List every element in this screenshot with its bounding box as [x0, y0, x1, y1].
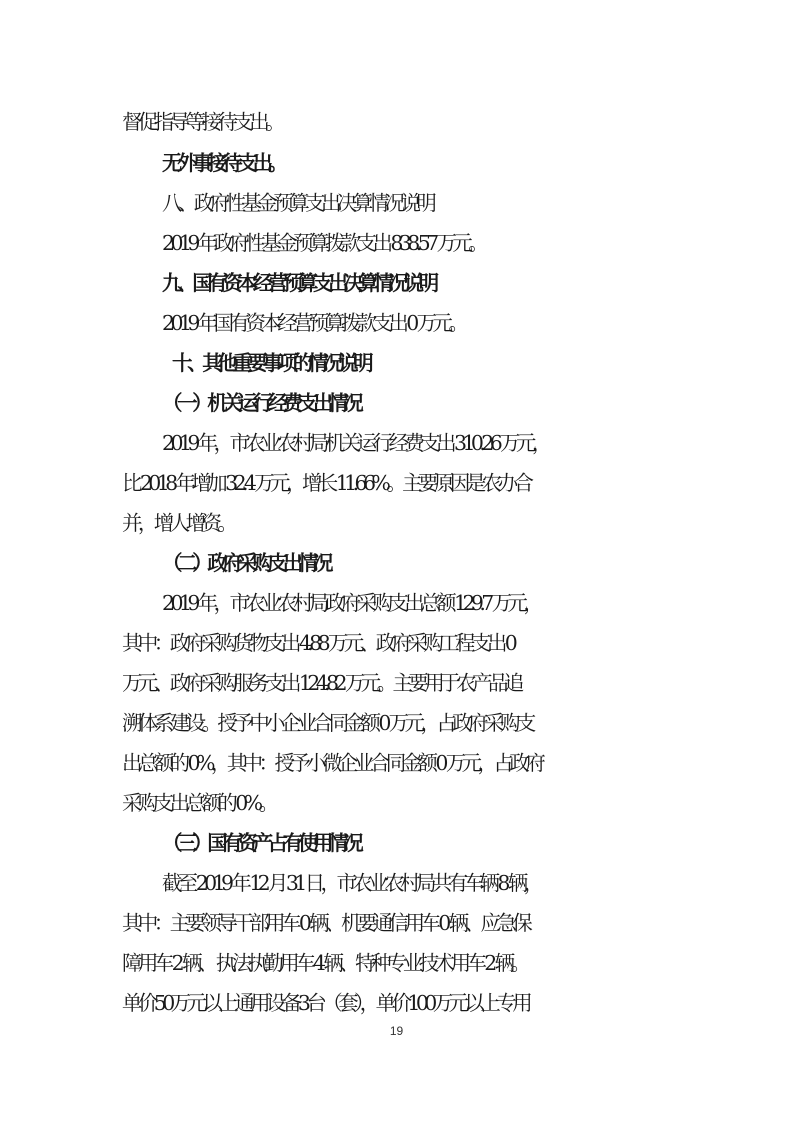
body-line: 采购支出总额的 0%。 [122, 791, 275, 815]
body-line: 障用车 2 辆、 执法执勤用车 4 辆、特种专业技术用车 2 辆。 [122, 951, 527, 975]
body-line: 督促指导等接待支出。 [122, 110, 281, 134]
body-line: 2019 年政府性基金预算拨款支出 838.57 万元。 [162, 231, 485, 255]
subsection-heading-3: （三）国有资产占有使用情况 [162, 831, 359, 855]
subsection-heading-2: （二）政府采购支出情况 [162, 551, 329, 575]
body-line: 2019 年，市农业农村局政府采购支出总额 129.7 万元， [162, 591, 540, 615]
body-line: 截至 2019 年 12 月 31 日，市农业农村局共有车辆 8 辆， [162, 871, 540, 895]
body-line: 单价50万元以上通用设备3台（套），单价100万元以上专用 [122, 991, 529, 1015]
body-line-bold: 无外事接待支出。 [162, 151, 283, 175]
body-line: 其中：主要领导干部用车 0 辆、机要通信用车 0 辆、应急保 [122, 911, 529, 935]
body-line: 出总额的 0%，其中：授予小微企业合同金额 0 万元，占政府 [122, 751, 542, 775]
body-line: 比 2018 年增加 32.4 万元，增长 11.66%。主要原因是农办合 [122, 471, 530, 495]
page-number: 19 [389, 1024, 404, 1038]
section-heading-8: 八、政府性基金预算支出决算情况说明 [162, 191, 433, 215]
section-heading-9: 九、国有资本经营预算支出决算情况说明 [162, 271, 434, 295]
body-line: 2019 年，市农业农村局机关运行经费支出 310.26 万元， [162, 431, 548, 455]
body-line: 万元、政府采购服务支出 124.82 万元。主要用于农产品追 [122, 671, 520, 695]
body-line: 溯体系建设。授予中小企业合同金额 0 万元，占政府采购支 [122, 711, 532, 735]
body-line: 2019 年国有资本经营预算拨款支出 0 万元。 [162, 311, 465, 335]
section-heading-10: 十、其他重要事项的情况说明 [172, 351, 369, 375]
subsection-heading-1: （一）机关运行经费支出情况 [162, 391, 359, 415]
body-line: 并，增人增资。 [122, 511, 234, 535]
body-line: 其中：政府采购货物支出 4.88 万元、政府采购工程支出 0 [122, 631, 514, 655]
